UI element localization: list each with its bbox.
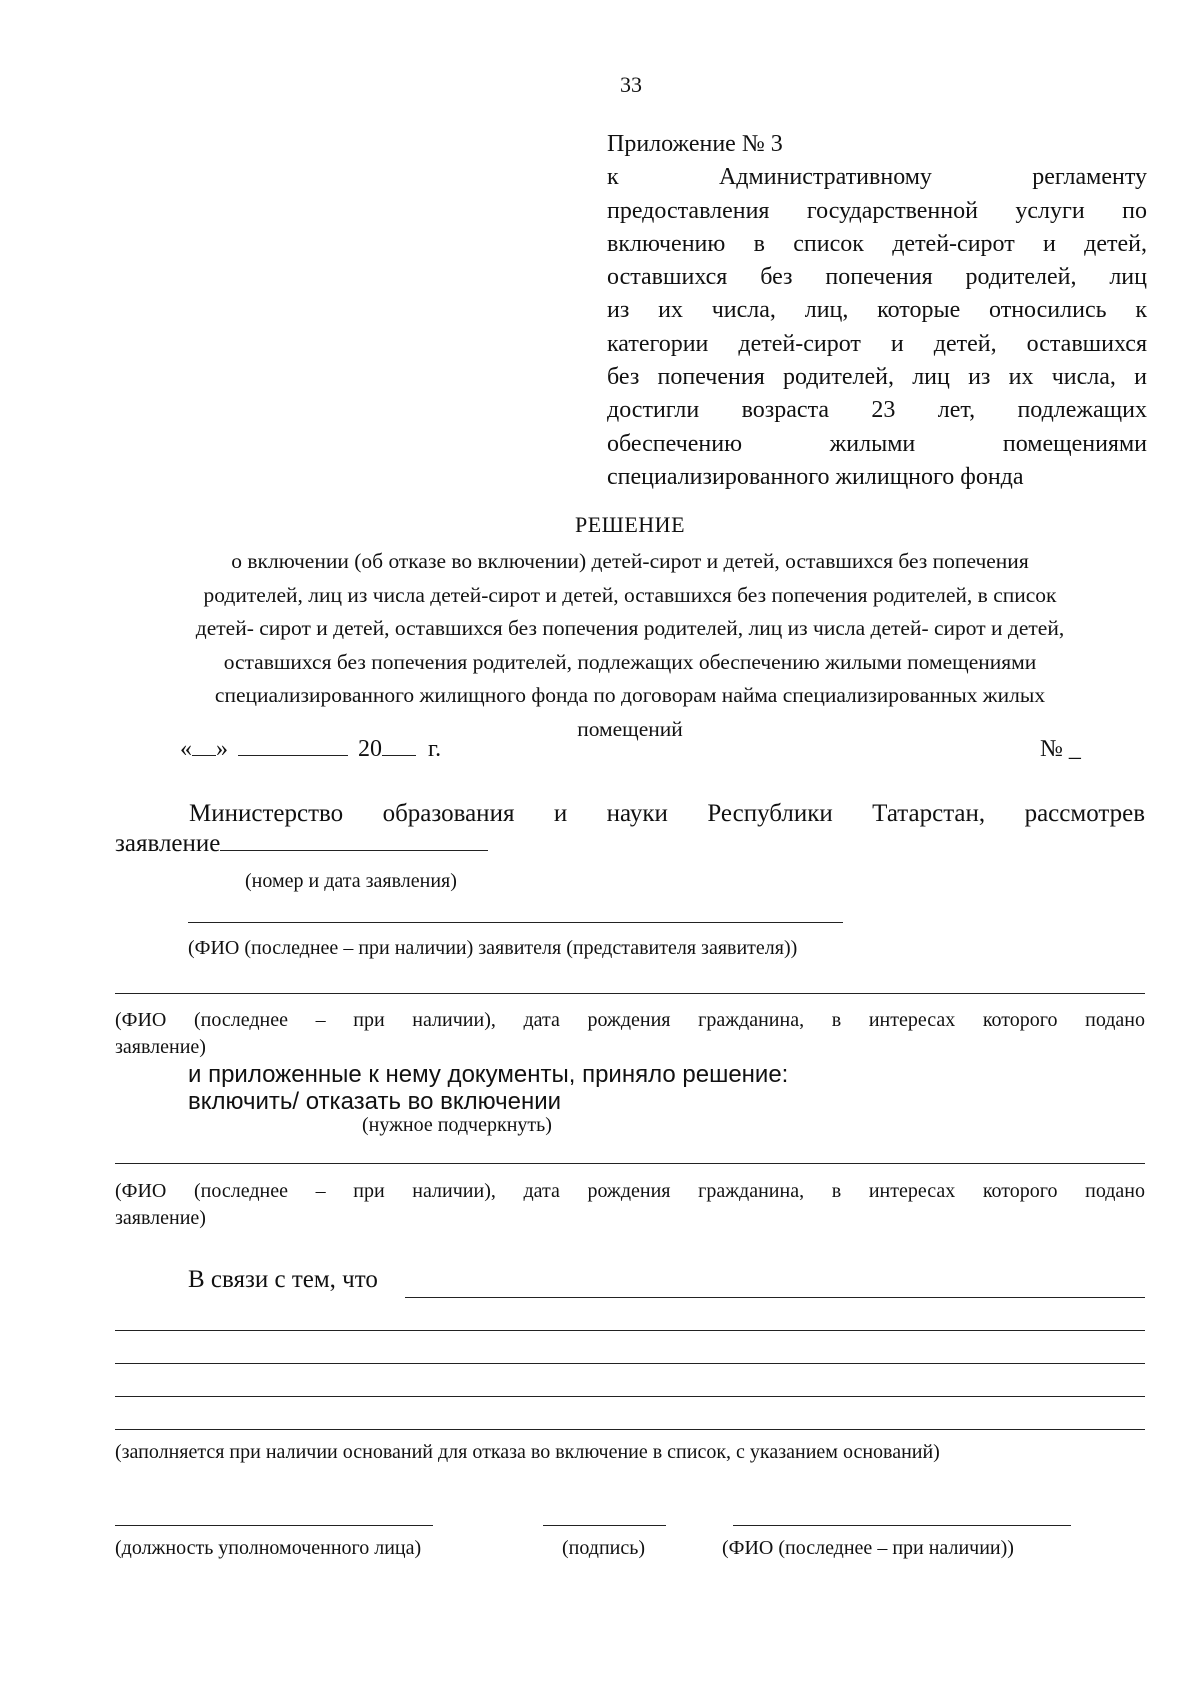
application-label: заявление <box>115 830 221 857</box>
appendix-line: обеспечению жилыми помещениями <box>607 430 1147 457</box>
position-field[interactable] <box>115 1525 433 1526</box>
subject-line: детей- сирот и детей, оставшихся без попечения родителей, лиц из числа детей- сирот и детей, <box>195 616 1065 641</box>
reason-field-2[interactable] <box>115 1330 1145 1331</box>
date-day-field[interactable] <box>192 755 216 756</box>
subject-line: специализированного жилищного фонда по договорам найма специализированных жилых <box>214 683 1046 708</box>
citizen2-caption-line1: (ФИО (последнее – при наличии), дата рождения гражданина, в интересах которого подано <box>115 1180 1145 1202</box>
reason-caption: (заполняется при наличии оснований для отказа во включение в список, с указанием оснований) <box>115 1441 940 1463</box>
decision-number <box>1040 736 1081 763</box>
subject-line: родителей, лиц из числа детей-сирот и детей, оставшихся без попечения родителей, в список <box>203 582 1057 607</box>
appendix-line: специализированного жилищного фонда <box>607 463 1024 490</box>
appendix-line: включению в список детей-сирот и детей, <box>607 230 1147 257</box>
appendix-line: достигли возраста 23 лет, подлежащих <box>607 397 1147 424</box>
appendix-line: оставшихся без попечения родителей, лиц <box>607 264 1147 291</box>
number-label: № <box>1040 736 1063 762</box>
appendix-line: к Административному регламенту <box>607 164 1147 191</box>
subject-line: помещений <box>577 716 683 741</box>
appendix-line: из их числа, лиц, которые относились к <box>607 297 1147 324</box>
citizen-field[interactable] <box>115 993 1145 994</box>
applicant-caption: (ФИО (последнее – при наличии) заявителя (представителя заявителя)) <box>188 937 798 959</box>
citizen-caption-line1: (ФИО (последнее – при наличии), дата рождения гражданина, в интересах которого подано <box>115 1009 1145 1031</box>
name-caption: (ФИО (последнее – при наличии)) <box>722 1537 1014 1559</box>
date-quote-close: » <box>216 736 228 762</box>
name-field[interactable] <box>733 1525 1071 1526</box>
page-number: 33 <box>620 72 642 97</box>
date-year-suffix: г. <box>428 736 442 762</box>
signature-caption: (подпись) <box>562 1537 646 1559</box>
number-field[interactable]: _ <box>1068 736 1081 762</box>
citizen2-caption-line2: заявление) <box>115 1207 206 1229</box>
date-quote-open: « <box>180 736 192 762</box>
appendix-line: предоставления государственной услуги по <box>607 197 1147 224</box>
subject-line: о включении (об отказе во включении) детей-сирот и детей, оставшихся без попечения <box>231 549 1029 573</box>
subject-line: оставшихся без попечения родителей, подлежащих обеспечению жилыми помещениями <box>223 649 1037 674</box>
reason-field-3[interactable] <box>115 1363 1145 1364</box>
applicant-field[interactable] <box>188 922 843 923</box>
decision-date <box>180 736 441 763</box>
application-row <box>115 830 488 858</box>
date-century: 20 <box>358 736 382 762</box>
decision-text: и приложенные к нему документы, приняло решение: <box>188 1061 789 1088</box>
citizen2-field[interactable] <box>115 1163 1145 1164</box>
decision-options: включить/ отказать во включении <box>188 1088 562 1115</box>
reason-field-5[interactable] <box>115 1429 1145 1430</box>
reason-label: В связи с тем, что <box>188 1266 378 1293</box>
appendix-line: категории детей-сирот и детей, оставшихся <box>607 330 1147 357</box>
appendix-line: без попечения родителей, лиц из их числа, и <box>607 364 1147 391</box>
decision-title: РЕШЕНИЕ <box>574 512 686 537</box>
position-caption: (должность уполномоченного лица) <box>115 1537 422 1559</box>
intro-text: Министерство образования и науки Республики Татарстан, рассмотрев <box>189 800 1145 827</box>
underline-caption: (нужное подчеркнуть) <box>362 1114 552 1136</box>
decision-subject <box>115 545 1145 747</box>
citizen-caption-line2: заявление) <box>115 1036 206 1058</box>
signature-field[interactable] <box>543 1525 666 1526</box>
reason-field-1[interactable] <box>405 1297 1145 1298</box>
appendix-title: Приложение № 3 <box>607 131 783 157</box>
application-field[interactable] <box>220 850 488 851</box>
application-caption: (номер и дата заявления) <box>245 870 457 892</box>
date-month-field[interactable] <box>238 755 348 756</box>
date-year-field[interactable] <box>382 755 416 756</box>
appendix-block <box>607 128 1147 494</box>
reason-field-4[interactable] <box>115 1396 1145 1397</box>
